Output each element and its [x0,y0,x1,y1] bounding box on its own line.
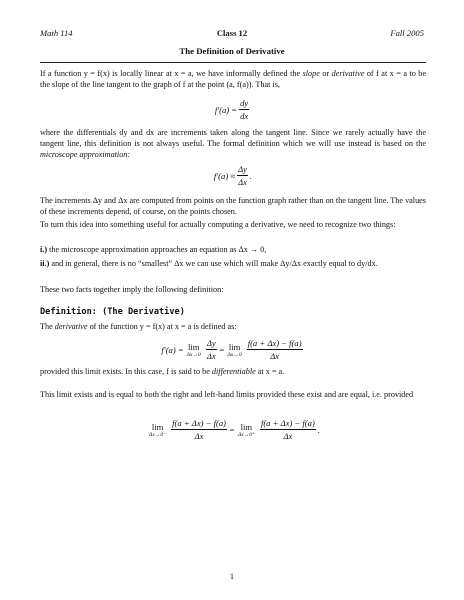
eq3-equals: = [218,344,225,355]
eq3-lim-word-1: lim [188,341,200,352]
eq3-lim-sub-1: Δx→0 [186,351,201,358]
p1-term-derivative: derivative [331,69,365,78]
eq2-numerator: Δy [238,164,247,174]
list-item-1 [40,245,426,256]
title-divider [40,62,426,63]
eq3-numerator-2: f(a + Δx) − f(a) [247,338,302,348]
paragraph-implication: These two facts together imply the following definition: [40,285,224,294]
equation-derivative-differentials [40,98,426,121]
paragraph-two-things: To turn this idea into something useful for actually computing a derivative, we need to recognize two things: [40,220,396,229]
item1-text: the microscope approximation approaches an equation as Δx → 0, [47,245,267,254]
paragraph-definition [40,322,426,333]
eq4-period: . [317,424,320,435]
eq1-lhs: f′(a) = [214,104,238,115]
eq3-denominator-1: Δx [206,351,216,361]
paragraph-intro [40,69,426,91]
p1-text-b: of f at x = a to be the slope of the line tangent to the graph of f at the point (a, f(a)). That is, [40,69,426,89]
p2-term-microscope: microscope approximation: [40,149,131,159]
p6-term-derivative: derivative [54,322,88,331]
eq2-lhs: f′(a) ≈ [213,170,236,181]
eq2-denominator: Δx [238,177,247,187]
eq1-numerator: dy [240,98,249,108]
eq4-limit-right [238,422,255,438]
p7-text-a: provided this limit exists. In this case, f is said to be [40,367,212,376]
eq4-lim-sub-left: Δx→0⁻ [149,431,167,438]
eq3-limit-2 [228,342,242,358]
p1-text-or: or [319,69,332,78]
eq2-fraction [237,164,248,187]
eq3-lhs: f′(a) = [161,344,184,355]
paragraph-differentiable [40,367,426,378]
list-item-2 [40,259,426,270]
item2-label: ii.) [40,259,50,268]
p1-text-a: If a function y = f(x) is locally linear at x = a, we have informally defined the [40,69,303,78]
eq3-numerator-1: Δy [206,338,216,348]
item2-text: and in general, there is no “smallest” Δx we can use which will make Δy/Δx exactly equal to dy/dx. [49,259,378,268]
p6-text-a: The [40,322,55,331]
p6-text-b: of the function y = f(x) at x = a is defined as: [87,322,237,331]
eq4-numerator-right: f(a + Δx) − f(a) [260,418,315,428]
eq3-lim-word-2: lim [228,341,241,352]
p7-text-b: at x = a. [255,367,285,376]
eq1-fraction [239,98,249,121]
p2-text: where the differentials dy and dx are increments taken along the tangent line. Since we rarely actually have the tangent line, this definition is not always useful. The formal definition which we will use instead is based on the [40,128,426,148]
paragraph-one-sided-limits: This limit exists and is equal to both the right and left-hand limits provided these exist and are equal, i.e. provided [40,390,414,399]
eq4-fraction-left [171,418,227,441]
header-class: Class 12 [216,28,248,38]
eq3-denominator-2: Δx [270,351,280,361]
eq3-limit-1 [187,342,201,358]
eq3-lim-sub-2: Δx→0 [227,351,242,358]
eq4-fraction-right [260,418,316,441]
eq4-lim-word-right: lim [240,421,253,432]
paragraph-differentials [40,128,426,160]
equation-derivative-limit [40,338,426,361]
eq3-fraction-2 [247,338,303,361]
p7-term-differentiable: differentiable [211,367,256,376]
eq4-lim-sub-right: Δx→0⁺ [237,431,255,438]
header-term: Fall 2005 [390,28,424,38]
eq4-numerator-left: f(a + Δx) − f(a) [172,418,227,428]
page-number: 1 [229,572,235,581]
eq2-period: . [249,170,253,181]
eq4-denominator-right: Δx [283,431,293,441]
p1-term-slope: slope [302,69,320,78]
eq3-fraction-1 [206,338,217,361]
equation-one-sided-limits [40,418,426,441]
paragraph-increments: The increments Δy and Δx are computed from points on the function graph rather than on the tangent line. The values of these increments depend, of course, on the points chosen. [40,196,426,216]
header-course: Math 114 [40,28,73,38]
eq4-equals: = [229,424,235,435]
eq1-denominator: dx [240,111,249,121]
item1-label: i.) [40,245,48,254]
eq4-limit-left [149,422,166,438]
eq4-denominator-left: Δx [194,431,204,441]
eq4-lim-word-left: lim [151,421,164,432]
document-title: The Definition of Derivative [179,46,285,56]
equation-microscope-approximation [40,164,426,187]
definition-heading: Definition: (The Derivative) [40,307,185,317]
